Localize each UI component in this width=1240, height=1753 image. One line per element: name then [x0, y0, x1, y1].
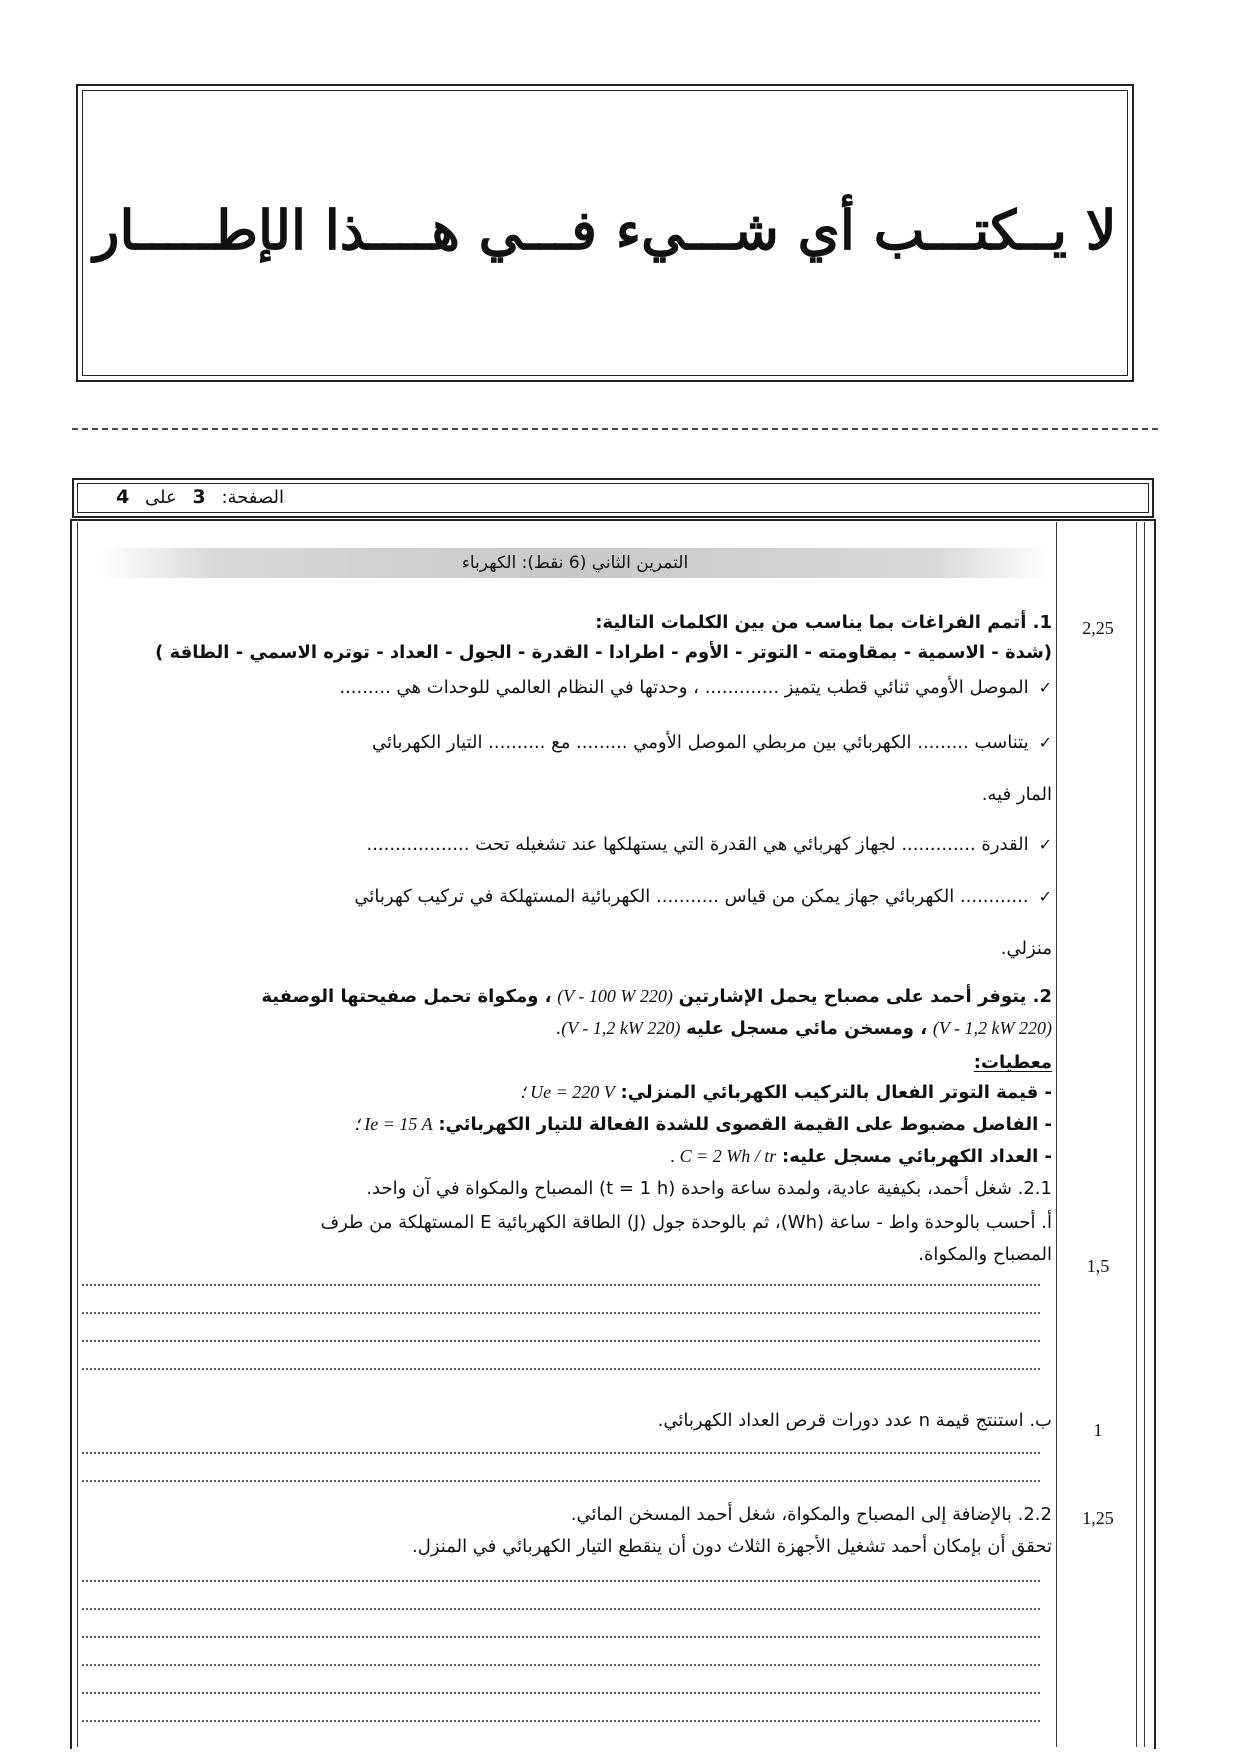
page-header: [72, 478, 1154, 518]
q2-data-2: - الفاصل مضبوط على القيمة القصوى للشدة الفعالة للتيار الكهربائي: Ie = 15 A ؛: [354, 1114, 1052, 1135]
page-current: 3: [192, 486, 206, 508]
do-not-write-frame: [76, 84, 1134, 382]
page-indicator: [106, 486, 284, 508]
answer-line[interactable]: [82, 1664, 1040, 1666]
check-icon: ✓: [1038, 835, 1052, 854]
page-total: 4: [116, 486, 130, 508]
q2-intro-line1: 2. يتوفر أحمد على مصباح يحمل الإشارتين (220 V - 100 W) ، ومكواة تحمل صفيحتها الوصفية: [261, 986, 1052, 1007]
answer-line[interactable]: [82, 1636, 1040, 1638]
do-not-write-notice: لا يــكتـــب أي شـــيء فـــي هــــذا الإطـــــار: [93, 198, 1117, 262]
check-icon: ✓: [1038, 678, 1052, 697]
cut-line: [72, 428, 1158, 430]
answer-line[interactable]: [82, 1368, 1040, 1370]
answer-line[interactable]: [82, 1284, 1040, 1286]
q21a-line1: أ. أحسب بالوحدة واط - ساعة (Wh)، ثم بالوحدة جول (J) الطاقة الكهربائية E المستهلكة من طرف: [320, 1212, 1052, 1233]
q1-item-3: ✓القدرة ............. لجهاز كهربائي هي القدرة التي يستهلكها عند تشغيله تحت ..................: [366, 834, 1052, 855]
q1-item-2: ✓يتناسب ......... الكهربائي بين مربطي الموصل الأومي ......... مع .......... التيار الكهربائي: [372, 732, 1052, 753]
inner-left-rule: [77, 522, 78, 1747]
score-q21b: 1: [1093, 1420, 1103, 1440]
q1-word-bank: (شدة - الاسمية - بمقاومته - التوتر - الأوم - اطرادا - القدرة - الجول - العداد - توتره الاسمي - الطاقة ): [155, 642, 1052, 663]
answer-line[interactable]: [82, 1692, 1040, 1694]
score-column-outer-rule: [1136, 522, 1137, 1747]
q1-item-1: ✓الموصل الأومي ثنائي قطب يتميز ............. ، وحدتها في النظام العالمي للوحدات هي .........: [339, 677, 1052, 698]
check-icon: ✓: [1038, 733, 1052, 752]
inner-right-rule: [1144, 522, 1145, 1747]
score-q22: 1,25: [1082, 1508, 1114, 1528]
q2-intro-line2: (220 V - 1,2 kW) ، ومسخن مائي مسجل عليه (220 V - 1,2 kW).: [555, 1018, 1052, 1039]
q21-statement: 2.1. شغل أحمد، بكيفية عادية، ولمدة ساعة واحدة (t = 1 h) المصباح والمكواة في آن واحد.: [366, 1178, 1052, 1199]
q22-line1: 2.2. بالإضافة إلى المصباح والمكواة، شغل أحمد المسخن المائي.: [570, 1504, 1052, 1525]
q2-data-3: - العداد الكهربائي مسجل عليه: C = 2 Wh / tr .: [670, 1146, 1052, 1167]
check-icon: ✓: [1038, 887, 1052, 906]
answer-line[interactable]: [82, 1452, 1040, 1454]
answer-line[interactable]: [82, 1580, 1040, 1582]
exercise-title: التمرين الثاني (6 نقط): الكهرباء: [100, 548, 1050, 578]
q21a-line2: المصباح والمكواة.: [918, 1244, 1052, 1265]
page-separator: على: [145, 487, 177, 508]
answer-line[interactable]: [82, 1340, 1040, 1342]
score-q1: 2,25: [1082, 618, 1114, 638]
q22-line2: تحقق أن بإمكان أحمد تشغيل الأجهزة الثلاث دون أن ينقطع التيار الكهربائي في المنزل.: [412, 1536, 1052, 1557]
q2-data-title: معطيات:: [973, 1052, 1052, 1073]
score-column-rule: [1056, 522, 1057, 1747]
q1-item-2-cont: المار فيه.: [981, 784, 1052, 805]
page-label: الصفحة:: [221, 487, 284, 508]
answer-line[interactable]: [82, 1312, 1040, 1314]
q1-title: 1. أتمم الفراغات بما يناسب من بين الكلمات التالية:: [595, 612, 1052, 633]
score-q21a: 1,5: [1086, 1256, 1110, 1276]
q1-item-4: ✓............ الكهربائي جهاز يمكن من قياس ........... الكهربائية المستهلكة في تركيب كهربائي: [354, 886, 1052, 907]
q2-data-1: - قيمة التوتر الفعال بالتركيب الكهربائي المنزلي: Ue = 220 V ؛: [519, 1082, 1052, 1103]
q1-item-4-cont: منزلي.: [1000, 938, 1052, 959]
answer-line[interactable]: [82, 1720, 1040, 1722]
q21b-statement: ب. استنتج قيمة n عدد دورات قرص العداد الكهربائي.: [657, 1410, 1052, 1431]
answer-line[interactable]: [82, 1608, 1040, 1610]
answer-line[interactable]: [82, 1480, 1040, 1482]
